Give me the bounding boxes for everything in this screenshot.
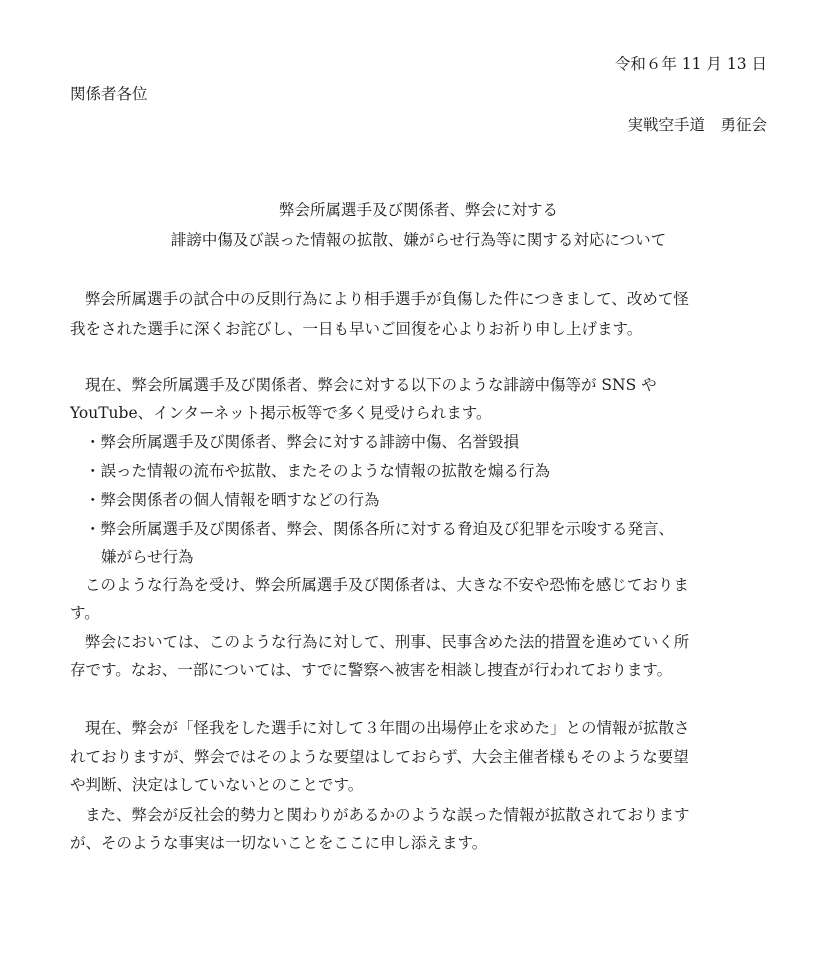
paragraph-3-line-2: れておりますが、弊会ではそのような要望はしておらず、大会主催者様もそのような要望 — [70, 748, 689, 766]
addressee: 関係者各位 — [70, 85, 148, 103]
paragraph-2-line-2: YouTube、インターネット掲示板等で多く見受けられます。 — [70, 404, 492, 422]
paragraph-3-line-3: や判断、決定はしていないとのことです。 — [70, 776, 364, 794]
sender-organization: 実戦空手道 勇征会 — [627, 116, 767, 134]
bullet-item: ・弊会所属選手及び関係者、弊会に対する誹謗中傷、名誉毀損 — [85, 433, 520, 451]
bullet-item-continuation: 嫌がらせ行為 — [101, 548, 194, 566]
paragraph-3-line-1: 現在、弊会が「怪我をした選手に対して３年間の出場停止を求めた」との情報が拡散さ — [85, 719, 690, 737]
bullet-item: ・弊会関係者の個人情報を晒すなどの行為 — [85, 491, 380, 509]
paragraph-3-line-5: が、そのような事実は一切ないことをここに申し添えます。 — [70, 834, 488, 852]
paragraph-1-line-2: 我をされた選手に深くお詫びし、一日も早いご回復を心よりお祈り申し上げます。 — [70, 320, 643, 338]
paragraph-3-line-4: また、弊会が反社会的勢力と関わりがあるかのような誤った情報が拡散されております — [85, 806, 690, 824]
paragraph-2-line-3: このような行為を受け、弊会所属選手及び関係者は、大きな不安や恐怖を感じておりま — [85, 576, 689, 594]
document-date: 令和６年 11 月 13 日 — [614, 55, 767, 73]
document-title-line-2: 誹謗中傷及び誤った情報の拡散、嫌がらせ行為等に関する対応について — [170, 231, 667, 249]
paragraph-2-line-6: 存です。なお、一部については、すでに警察へ被害を相談し捜査が行われております。 — [70, 661, 673, 679]
bullet-item: ・弊会所属選手及び関係者、弊会、関係各所に対する脅迫及び犯罪を示唆する発言、 — [85, 520, 675, 538]
bullet-item: ・誤った情報の流布や拡散、またそのような情報の拡散を煽る行為 — [85, 462, 551, 480]
document-title-line-1: 弊会所属選手及び関係者、弊会に対する — [278, 201, 558, 219]
paragraph-2-line-1: 現在、弊会所属選手及び関係者、弊会に対する以下のような誹謗中傷等が SNS や — [85, 376, 657, 394]
paragraph-2-line-5: 弊会においては、このような行為に対して、刑事、民事含めた法的措置を進めていく所 — [85, 633, 690, 651]
paragraph-2-line-4: す。 — [70, 604, 100, 622]
paragraph-1-line-1: 弊会所属選手の試合中の反則行為により相手選手が負傷した件につきまして、改めて怪 — [85, 290, 689, 308]
